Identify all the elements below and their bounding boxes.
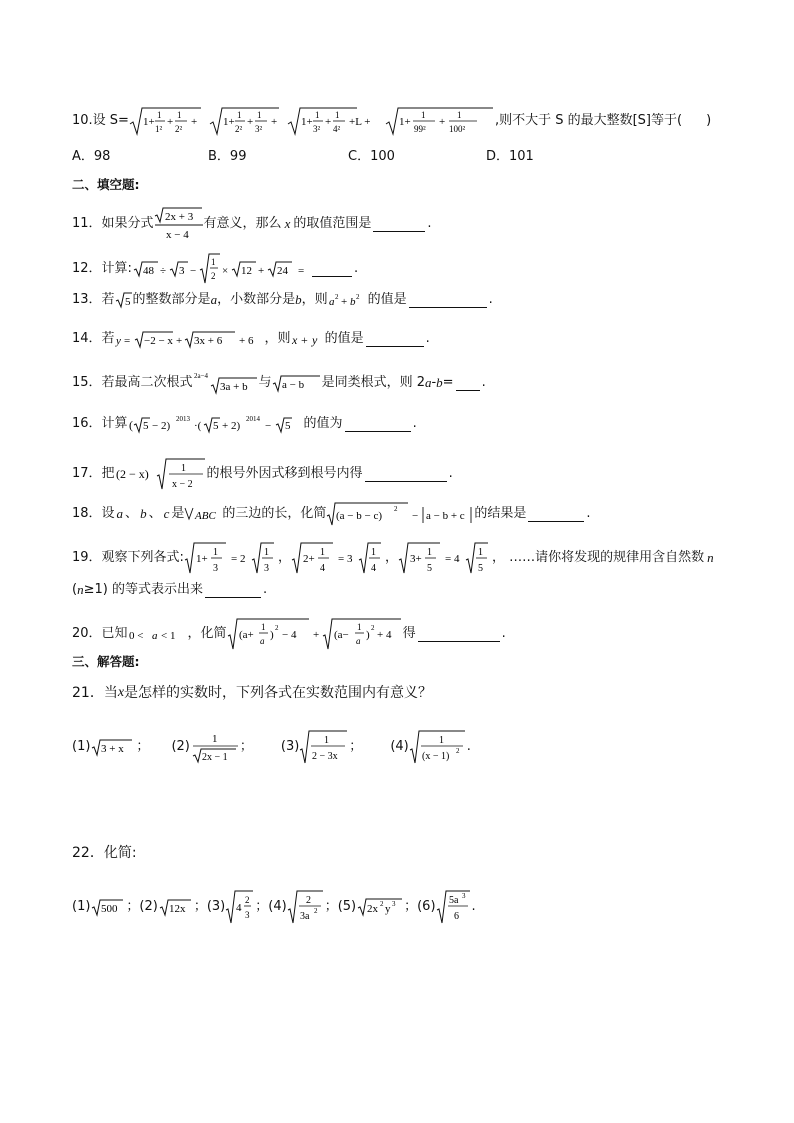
q15-radical-1 [193,370,259,396]
q21-text: 是怎样的实数时，下列各式在实数范围内有意义？ [124,685,433,701]
svg-text:1: 1 [211,733,218,745]
svg-text:2²: 2² [234,124,243,134]
q12-expression [132,252,310,286]
svg-text:a: a [355,636,361,646]
svg-text:3²: 3² [312,124,321,134]
svg-text:−: − [189,265,197,277]
svg-text:1: 1 [236,110,242,120]
question-10 [72,104,711,138]
svg-text:+ 4: + 4 [376,629,392,641]
q17-answer-blank[interactable] [365,467,447,482]
svg-text:1: 1 [180,463,186,474]
q14-x-plus-y [291,329,325,349]
svg-text:6: 6 [453,911,459,922]
svg-text:+L +: +L + [348,116,371,128]
svg-text:100²: 100² [448,124,466,134]
q18-prefix: 18．设 [72,506,115,521]
q13-t4: 的值是 [367,292,407,307]
q13-t3: ，则 [301,292,328,307]
q21-part-4-expr [409,728,467,766]
q22-part-4-expr [287,888,325,926]
q15-end: . [481,375,486,390]
question-21 [72,683,432,703]
svg-text:a: a [151,630,158,642]
q20-condition [128,624,188,644]
svg-text:2: 2 [245,895,250,905]
svg-text:=: = [297,265,305,277]
svg-text:+: + [166,116,174,128]
q10-term-1 [130,108,201,134]
svg-text:+: + [270,116,278,128]
q10-option-c[interactable]: C．100 [348,149,395,164]
svg-text:2²: 2² [174,124,183,134]
q13-t1: 的整数部分是 [132,292,211,307]
svg-text:1+: 1+ [222,116,235,128]
svg-text:1: 1 [356,622,362,632]
question-15: 15．若最高二次根式 2a−4 3a + b 与 a − b 是同类根式，则 2 a - b = . [72,370,486,396]
q10-option-d[interactable]: D．101 [486,149,534,164]
svg-text:·(: ·( [193,420,201,432]
q20-expression [227,616,403,652]
svg-text:1: 1 [256,110,262,120]
svg-text:1: 1 [210,257,216,267]
svg-text:+: + [340,296,347,308]
svg-text:+: + [190,116,198,128]
q13-end: . [488,292,493,307]
svg-text:2: 2 [313,907,318,915]
q15-radical-2 [272,372,322,394]
svg-text:3a: 3a [299,911,310,922]
q17-t1: 的根号外因式移到根号内得 [206,466,363,481]
q13-t2: ，小数部分是 [217,292,296,307]
q14-prefix: 14．若 [72,331,115,346]
svg-text:y: y [311,333,317,347]
svg-text:+ 6: + 6 [238,335,254,347]
svg-text:− 2): − 2) [151,420,170,432]
svg-text:4: 4 [370,563,376,574]
svg-text:1: 1 [260,622,266,632]
svg-text:1+: 1+ [142,116,155,128]
q15-prefix: 15．若最高二次根式 [72,375,193,390]
svg-text:+: + [438,116,446,128]
svg-text:1: 1 [477,547,483,558]
q11-var: x [284,216,291,231]
q20-answer-blank[interactable] [418,627,500,642]
q14-t1: ，则 [264,331,291,346]
q14-answer-blank[interactable] [366,332,424,347]
svg-text:3: 3 [212,563,218,574]
q14-equation [115,328,265,350]
svg-text:5: 5 [426,563,432,574]
question-14 [72,328,430,350]
q18-answer-blank[interactable] [528,507,584,522]
svg-text:x: x [291,333,297,347]
svg-text:=: = [123,335,130,347]
svg-text:1+: 1+ [398,116,411,128]
svg-text:×: × [221,265,229,277]
svg-text:1: 1 [324,735,330,746]
svg-text:+: + [300,333,308,347]
svg-text:+: + [324,116,332,128]
q10-term-3 [288,108,370,134]
svg-text:a − b: a − b [281,379,304,391]
question-20 [72,616,506,652]
question-17 [72,456,453,492]
svg-text:+: + [175,335,182,347]
svg-text:2 − 3x: 2 − 3x [312,751,338,762]
svg-text:2: 2 [394,505,398,513]
svg-text:3 + x: 3 + x [101,743,125,755]
q11-middle: 有意义，那么 [203,216,282,231]
svg-text:12: 12 [240,265,252,277]
svg-text:2: 2 [370,624,375,632]
question-21-parts: (1) 3 + x ； (2) 1 2x − 1 ； (3) 1 2 − 3x ； (4) 1 (x − 1) 2 . [72,728,471,766]
q19-example-3 [398,540,492,576]
q12-suffix: . [353,261,359,276]
svg-text:4²: 4² [332,124,341,134]
q19-t1: ， [277,550,291,565]
svg-text:4: 4 [236,902,242,914]
svg-text:1: 1 [456,110,462,120]
svg-text:1+: 1+ [300,116,313,128]
svg-text:1: 1 [370,547,376,558]
svg-text:y: y [385,903,391,915]
q10-option-b[interactable]: B．99 [208,149,247,164]
svg-text:b: b [349,296,356,308]
svg-text:0 <: 0 < [128,630,144,642]
q21-part-2-expr [190,729,240,765]
svg-text:5: 5 [124,296,131,308]
q19-answer-blank[interactable] [205,583,261,598]
svg-text:2x: 2x [367,903,379,915]
q21-part-3-expr [299,728,349,766]
svg-text:1: 1 [319,547,325,558]
section-3-heading: 三、解答题: [72,654,140,669]
q10-prefix: 10.设 S= [72,113,129,128]
q13-b: b [295,292,302,307]
q19-t2: ， [384,550,398,565]
q15-answer-blank[interactable] [456,376,480,391]
svg-text:2: 2 [380,900,384,908]
svg-text:2x + 3: 2x + 3 [164,211,193,223]
svg-text:3a + b: 3a + b [219,381,248,393]
svg-text:(: ( [128,418,133,432]
q19-prefix: 19．观察下列各式: [72,550,184,565]
svg-text:3+: 3+ [409,553,422,565]
svg-text:3: 3 [178,265,185,277]
q11-suffix: 的取值范围是 [293,216,372,231]
svg-text:2: 2 [210,271,216,281]
q18-t2: 、 [148,506,162,521]
q10-paren-close: ) [706,113,712,128]
svg-text:ABC: ABC [195,510,217,522]
svg-text:99²: 99² [413,124,426,134]
q11-end: . [427,216,432,231]
question-13 [72,290,493,310]
q13-prefix: 13．若 [72,292,115,307]
q10-suffix: ,则不大于 S 的最大整数[S]等于( [494,113,683,128]
svg-text:1: 1 [156,110,162,120]
svg-text:3: 3 [392,900,396,908]
svg-text:4: 4 [319,563,325,574]
svg-text:= 4: = 4 [444,553,460,565]
svg-text:2: 2 [334,293,339,301]
svg-text:500: 500 [101,903,118,915]
svg-text:5: 5 [284,420,291,432]
svg-text:= 3: = 3 [337,553,353,565]
svg-text:2013: 2013 [175,415,190,423]
q12-answer-blank[interactable] [312,262,352,277]
q16-end: . [412,416,417,431]
q22-part-2-expr [158,896,194,918]
svg-text:1: 1 [426,547,432,558]
q21-prefix: 21．当 [72,685,118,701]
q18-t5: 的结果是 [474,506,527,521]
q20-t1: ，化简 [187,626,227,641]
svg-text:−: − [412,510,419,522]
q20-end: . [501,626,506,641]
q22-part-6-expr [436,888,472,926]
q19-n: n [707,550,714,565]
svg-text:1: 1 [334,110,340,120]
svg-text:2014: 2014 [245,415,260,423]
svg-text:1: 1 [176,110,182,120]
question-22-parts: (1) 500 ；(2) 12x ；(3) 4 2 3 ；(4) 2 3a 2 ；(5) 2x 2 y 3 ；(6) 5a 3 6 . [72,888,476,926]
q12-prefix: 12．计算: [72,261,132,276]
q21-part-1-expr [90,736,136,758]
svg-text:= 2: = 2 [230,553,246,565]
q19-example-1 [184,540,278,576]
svg-text:a: a [328,296,335,308]
q13-answer-blank[interactable] [409,293,487,308]
svg-text:1+: 1+ [195,553,208,565]
svg-text:2: 2 [455,747,460,755]
svg-text:1²: 1² [154,124,163,134]
q21-var: x [117,685,125,700]
q18-expression [326,500,474,528]
q14-t2: 的值是 [324,331,364,346]
svg-text:3²: 3² [254,124,263,134]
q15-t2: 是同类根式，则 2 [321,375,425,390]
q15-t3: = [442,375,454,390]
svg-text:+: + [312,629,319,641]
svg-text:(a−: (a− [333,629,349,641]
svg-text:3x + 6: 3x + 6 [193,335,222,347]
q16-expression [128,412,304,436]
q16-answer-blank[interactable] [345,417,411,432]
svg-text:5a: 5a [448,895,458,906]
svg-text:2: 2 [305,895,311,906]
svg-text:1: 1 [314,110,320,120]
svg-text:÷: ÷ [159,265,166,277]
svg-text:a: a [259,636,265,646]
svg-text:3: 3 [263,563,269,574]
q13-a: a [210,292,218,307]
svg-text:): ) [269,629,274,641]
svg-text:x − 4: x − 4 [165,229,189,241]
q11-fraction [154,206,204,242]
q15-t1: 与 [258,375,272,390]
q13-a2-b2 [328,290,368,310]
svg-text:3: 3 [461,892,466,900]
q17-end: . [448,466,453,481]
q18-end: . [586,506,591,521]
q22-part-1-expr [90,896,126,918]
q22-part-3-expr [225,888,255,926]
svg-text:): ) [365,629,370,641]
q13-sqrt5 [115,290,133,310]
svg-text:5: 5 [142,420,149,432]
q16-t1: 的值为 [303,416,343,431]
svg-text:24: 24 [276,265,288,277]
q18-t4: 的三边的长，化简 [222,506,327,521]
q10-sum-expression [129,104,495,138]
q22-part-5-expr [356,896,404,918]
question-19-line-2: ( n ≥1) 的等式表示出来 . [72,582,268,597]
svg-text:< 1: < 1 [160,630,176,642]
svg-text:1: 1 [438,735,444,746]
svg-text:2x − 1: 2x − 1 [201,752,228,763]
q17-prefix: 17．把 [72,466,115,481]
svg-text:− 4: − 4 [281,629,297,641]
q11-prefix: 11．如果分式 [72,216,154,231]
svg-text:x − 2: x − 2 [171,479,193,490]
question-22: 22．化简: [72,845,137,861]
svg-text:−: − [264,420,271,432]
svg-text:−2 − x: −2 − x [143,335,173,347]
section-2-heading: 二、填空题: [72,177,140,192]
svg-text:(a − b − c): (a − b − c) [336,510,383,522]
svg-text:+: + [246,116,254,128]
question-16 [72,412,417,436]
svg-text:1: 1 [263,547,269,558]
question-12 [72,252,358,286]
svg-text:3: 3 [245,910,250,920]
q19-example-2 [291,540,385,576]
q14-end: . [425,331,430,346]
svg-text:12x: 12x [168,903,186,915]
svg-text:1: 1 [420,110,426,120]
question-18: 18．设 a 、 b 、 c 是 ABC 的三边的长，化简 (a − b − c) 2 − a − b + c 的结果是 . [72,500,591,528]
svg-text:2: 2 [355,293,360,301]
svg-text:(2 − x): (2 − x) [115,467,149,481]
q20-t2: 得 [402,626,416,641]
svg-text:2: 2 [274,624,279,632]
q10-term-2 [210,108,279,134]
q10-term-last [386,108,493,134]
q18-triangle-abc [184,504,222,524]
svg-text:5: 5 [212,420,219,432]
svg-text:+ 2): + 2) [221,420,240,432]
svg-text:(x − 1): (x − 1) [421,751,450,762]
q17-expression [115,456,207,492]
q10-option-a[interactable]: A．98 [72,149,111,164]
svg-text:5: 5 [477,563,483,574]
svg-text:y: y [115,335,121,347]
question-11 [72,206,432,242]
q18-t3: 是 [171,506,185,521]
svg-text:2a−4: 2a−4 [193,372,208,380]
q19-t3: ， ……请你将发现的规律用含自然数 [491,550,705,565]
svg-text:2+: 2+ [302,553,315,565]
svg-text:48: 48 [142,265,154,277]
q11-answer-blank[interactable] [373,217,425,232]
question-19 [72,540,714,576]
svg-text:+: + [257,265,265,277]
svg-text:1: 1 [212,547,218,558]
q16-prefix: 16．计算 [72,416,128,431]
svg-text:(a+: (a+ [238,629,254,641]
q18-t1: 、 [125,506,139,521]
svg-text:a − b + c: a − b + c [426,510,466,522]
q20-prefix: 20．已知 [72,626,128,641]
